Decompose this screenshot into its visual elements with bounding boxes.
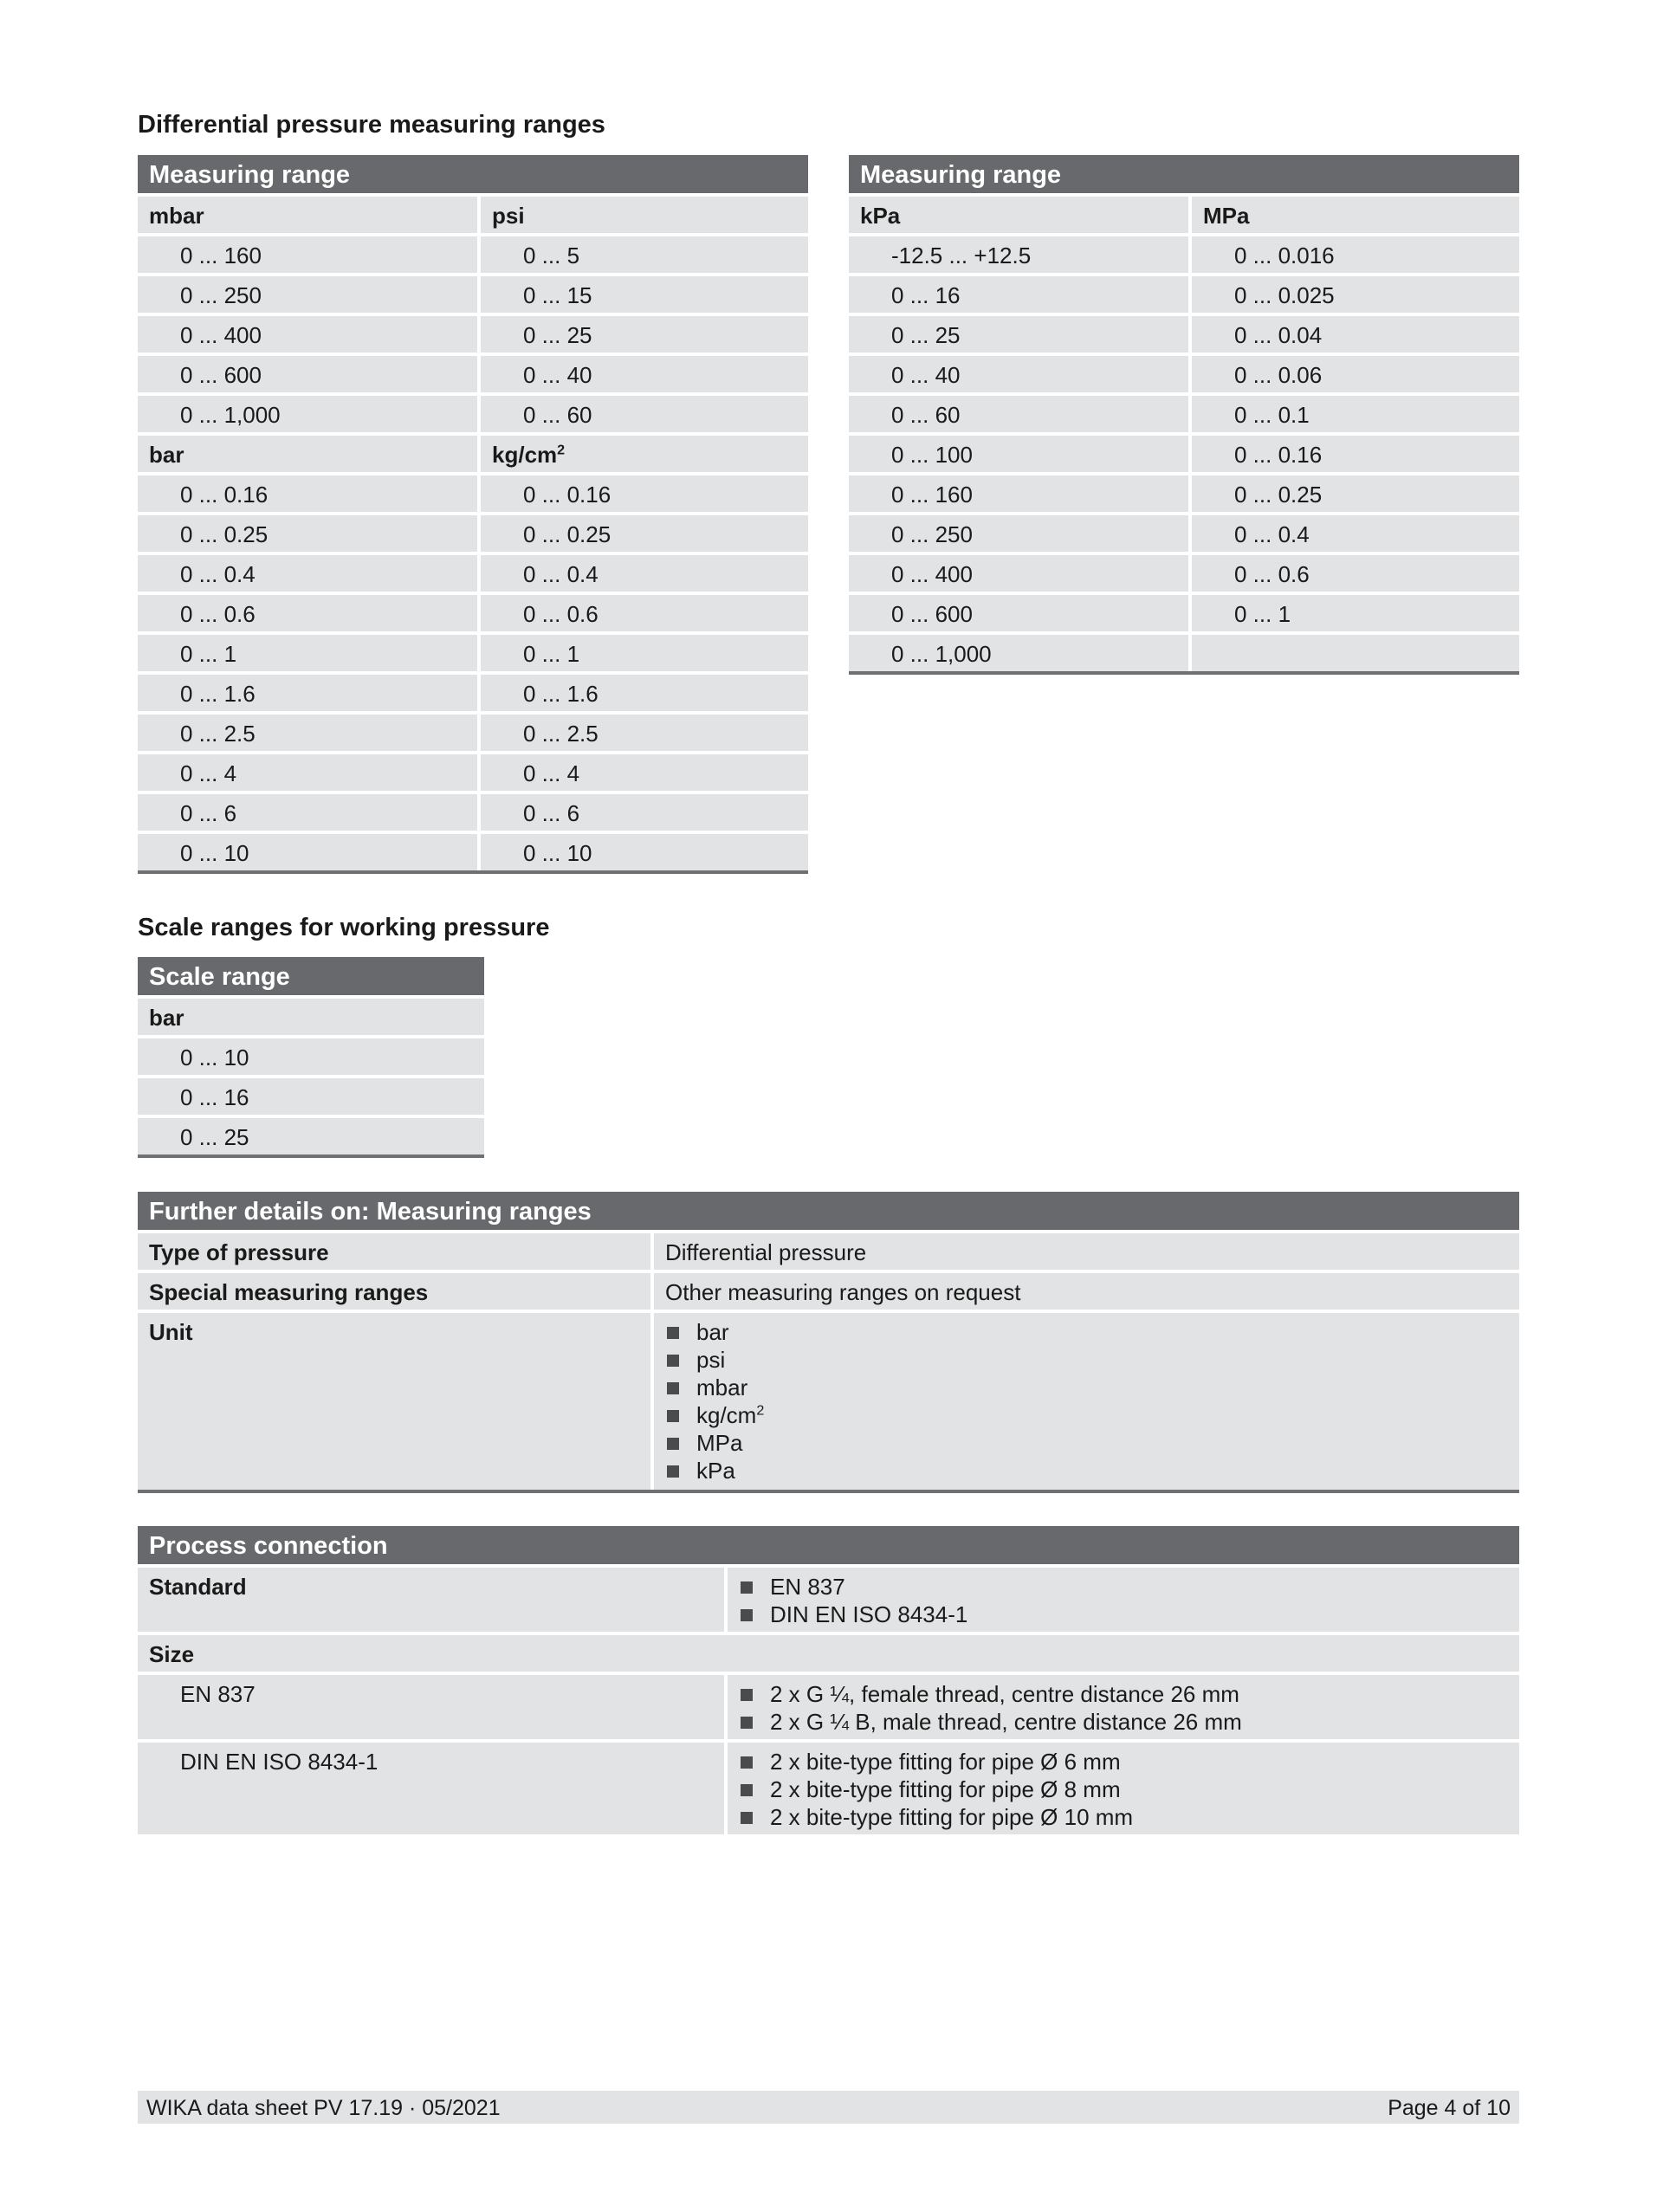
- range-cell: 0 ... 40: [481, 356, 808, 392]
- table-row: [849, 316, 1519, 352]
- range-cell: 0 ... 0.6: [1192, 555, 1519, 592]
- dp-right-table: [849, 155, 1519, 675]
- process-connection-table: [138, 1526, 1519, 1834]
- special-ranges-label: Special measuring ranges: [138, 1273, 650, 1310]
- scale-unit-label: bar: [138, 999, 484, 1035]
- table-row: [849, 396, 1519, 432]
- table-row: [138, 515, 808, 552]
- size-option-item: 2 x bite-type fitting for pipe Ø 6 mm: [739, 1748, 1508, 1775]
- range-cell: 0 ... 0.06: [1192, 356, 1519, 392]
- dp-right-table-header: Measuring range: [849, 155, 1519, 193]
- scale-range-cell: 0 ... 10: [138, 1038, 484, 1075]
- unit-header: MPa: [1192, 197, 1519, 233]
- table-row: [138, 276, 808, 313]
- table-row: [849, 356, 1519, 392]
- size-option-item: 2 x G ¼ B, male thread, centre distance 26 mm: [739, 1708, 1508, 1736]
- range-cell: 0 ... 0.25: [138, 515, 477, 552]
- standard-item: EN 837: [739, 1573, 1508, 1601]
- size-options: [728, 1675, 1519, 1739]
- unit-header: bar: [138, 436, 477, 472]
- range-cell: 0 ... 160: [849, 475, 1188, 512]
- range-cell: 0 ... 60: [849, 396, 1188, 432]
- footer-page-number: Page 4 of 10: [1388, 2096, 1511, 2120]
- table-row: [138, 1118, 484, 1155]
- table-row: [138, 555, 808, 592]
- standard-value: [728, 1568, 1519, 1632]
- size-standard-label: EN 837: [138, 1675, 724, 1739]
- unit-header: $kg/cm^2$: [481, 436, 808, 472]
- table-row: [849, 276, 1519, 313]
- range-cell: 0 ... 25: [849, 316, 1188, 352]
- range-cell: 0 ... 5: [481, 236, 808, 273]
- dp-left-table: [138, 155, 808, 874]
- size-option-item: 2 x bite-type fitting for pipe Ø 10 mm: [739, 1803, 1508, 1831]
- footer-doc-id: WIKA data sheet PV 17.19 · 05/2021: [146, 2096, 501, 2120]
- standard-label: Standard: [138, 1568, 724, 1632]
- unit-item: MPa: [665, 1429, 1508, 1457]
- unit-item: psi: [665, 1346, 1508, 1374]
- range-cell: 0 ... 16: [849, 276, 1188, 313]
- range-cell: 0 ... 0.1: [1192, 396, 1519, 432]
- table-row: [849, 515, 1519, 552]
- range-cell: 0 ... 1: [1192, 595, 1519, 631]
- table-row: [138, 675, 808, 711]
- dp-section-title: Differential pressure measuring ranges: [138, 111, 605, 139]
- table-row: [138, 834, 808, 870]
- table-row: [138, 1038, 484, 1075]
- table-row: [849, 595, 1519, 631]
- table-row: [138, 356, 808, 392]
- size-options: [728, 1743, 1519, 1834]
- table-row: [849, 436, 1519, 472]
- special-ranges-value: Other measuring ranges on request: [654, 1273, 1519, 1310]
- size-option-item: 2 x G ¼, female thread, centre distance 26 mm: [739, 1680, 1508, 1708]
- range-cell: 0 ... 0.25: [1192, 475, 1519, 512]
- range-cell: 0 ... 0.4: [138, 555, 477, 592]
- table-row: [138, 1078, 484, 1115]
- type-of-pressure-value: Differential pressure: [654, 1233, 1519, 1270]
- table-row: [849, 555, 1519, 592]
- range-cell: 0 ... 0.4: [481, 555, 808, 592]
- range-cell: 0 ... 0.16: [1192, 436, 1519, 472]
- range-cell: 0 ... 4: [481, 754, 808, 791]
- unit-value: [654, 1313, 1519, 1490]
- range-cell: 0 ... 1: [481, 635, 808, 671]
- table-row: [849, 635, 1519, 671]
- range-cell: 0 ... 10: [138, 834, 477, 870]
- further-details-header: Further details on: Measuring ranges: [138, 1192, 1519, 1230]
- range-cell: 0 ... 40: [849, 356, 1188, 392]
- table-row: [138, 396, 808, 432]
- size-label: Size: [138, 1635, 1519, 1672]
- range-cell: 0 ... 400: [138, 316, 477, 352]
- range-cell: 0 ... 6: [481, 794, 808, 831]
- table-row: [138, 794, 808, 831]
- unit-label: Unit: [138, 1313, 650, 1490]
- table-row: [138, 754, 808, 791]
- process-connection-header: Process connection: [138, 1526, 1519, 1564]
- standard-item: DIN EN ISO 8434-1: [739, 1601, 1508, 1628]
- unit-header: mbar: [138, 197, 477, 233]
- table-row: [138, 715, 808, 751]
- scale-section-title: Scale ranges for working pressure: [138, 914, 550, 941]
- range-cell: 0 ... 600: [849, 595, 1188, 631]
- range-cell: 0 ... 160: [138, 236, 477, 273]
- range-cell: 0 ... 400: [849, 555, 1188, 592]
- range-cell: 0 ... 6: [138, 794, 477, 831]
- range-cell: 0 ... 0.016: [1192, 236, 1519, 273]
- range-cell: 0 ... 15: [481, 276, 808, 313]
- scale-table: [138, 957, 484, 1158]
- standard-list: [739, 1573, 1508, 1628]
- range-cell: 0 ... 0.25: [481, 515, 808, 552]
- range-cell: 0 ... 100: [849, 436, 1188, 472]
- unit-item: kPa: [665, 1457, 1508, 1484]
- unit-item: $kg/cm^2$: [665, 1401, 1508, 1429]
- range-cell: 0 ... 250: [849, 515, 1188, 552]
- range-cell: 0 ... 25: [481, 316, 808, 352]
- table-row: [138, 635, 808, 671]
- range-cell: [1192, 635, 1519, 671]
- table-row: [138, 475, 808, 512]
- scale-range-cell: 0 ... 16: [138, 1078, 484, 1115]
- range-cell: 0 ... 0.6: [481, 595, 808, 631]
- dp-left-table-header: Measuring range: [138, 155, 808, 193]
- table-row: [138, 236, 808, 273]
- range-cell: 0 ... 1.6: [138, 675, 477, 711]
- scale-table-header: Scale range: [138, 957, 484, 995]
- size-row: [138, 1675, 1519, 1739]
- range-cell: 0 ... 0.16: [138, 475, 477, 512]
- range-cell: 0 ... 0.6: [138, 595, 477, 631]
- range-cell: 0 ... 0.16: [481, 475, 808, 512]
- range-cell: 0 ... 1,000: [138, 396, 477, 432]
- scale-range-cell: 0 ... 25: [138, 1118, 484, 1155]
- page-footer: [138, 2091, 1519, 2124]
- range-cell: 0 ... 600: [138, 356, 477, 392]
- unit-header: psi: [481, 197, 808, 233]
- size-row: [138, 1743, 1519, 1834]
- size-option-item: 2 x bite-type fitting for pipe Ø 8 mm: [739, 1775, 1508, 1803]
- further-details-table: [138, 1192, 1519, 1493]
- table-row: [138, 595, 808, 631]
- range-cell: 0 ... 250: [138, 276, 477, 313]
- range-cell: 0 ... 0.025: [1192, 276, 1519, 313]
- type-of-pressure-label: Type of pressure: [138, 1233, 650, 1270]
- range-cell: 0 ... 0.04: [1192, 316, 1519, 352]
- table-row: [849, 475, 1519, 512]
- range-cell: -12.5 ... +12.5: [849, 236, 1188, 273]
- range-cell: 0 ... 2.5: [138, 715, 477, 751]
- table-row: [138, 316, 808, 352]
- range-cell: 0 ... 1.6: [481, 675, 808, 711]
- unit-header: kPa: [849, 197, 1188, 233]
- range-cell: 0 ... 10: [481, 834, 808, 870]
- unit-item: bar: [665, 1318, 1508, 1346]
- table-row: [849, 236, 1519, 273]
- range-cell: 0 ... 0.4: [1192, 515, 1519, 552]
- size-standard-label: DIN EN ISO 8434-1: [138, 1743, 724, 1834]
- unit-item: mbar: [665, 1374, 1508, 1401]
- range-cell: 0 ... 1: [138, 635, 477, 671]
- range-cell: 0 ... 2.5: [481, 715, 808, 751]
- range-cell: 0 ... 4: [138, 754, 477, 791]
- unit-list: [665, 1318, 1508, 1484]
- range-cell: 0 ... 1,000: [849, 635, 1188, 671]
- range-cell: 0 ... 60: [481, 396, 808, 432]
